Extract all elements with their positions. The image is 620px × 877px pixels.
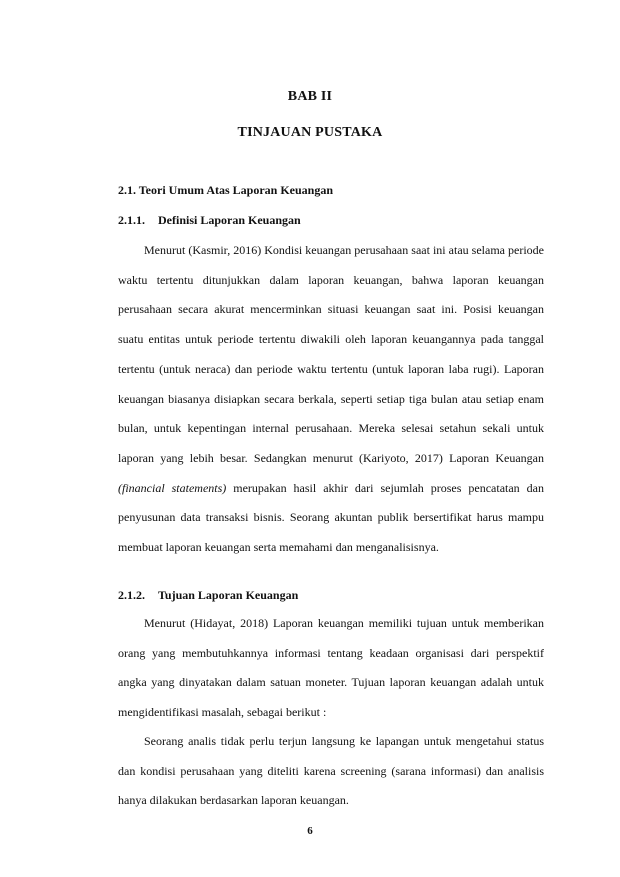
chapter-label: BAB II [287, 89, 333, 104]
section-title: Definisi Laporan Keuangan [158, 213, 301, 227]
paragraph-tujuan: Menurut (Hidayat, 2018) Laporan keuangan memiliki tujuan untuk memberikan orang yang membutuhkannya informasi tentang keadaan organisasi dari perspektif angka yang dinyatakan dalam satuan moneter. Tujuan laporan keuangan adalah untuk mengidentifikasi masalah, sebagai berikut : [118, 616, 544, 720]
section-heading-2-1-2 [118, 588, 298, 603]
italic-term: (financial statements) [118, 480, 227, 495]
section-heading-2-1-1 [118, 213, 301, 228]
chapter-title: TINJAUAN PUSTAKA [237, 125, 383, 140]
paragraph-text: Menurut (Kasmir, 2016) Kondisi keuangan perusahaan saat ini atau selama periode waktu tertentu ditunjukkan dalam laporan keuangan, bahwa laporan keuangan perusahaan secara akurat mencerminkan situasi keuangan saat ini. Posisi keuangan suatu entitas untuk periode tertentu diwakili oleh laporan keuangannya pada tanggal tertentu (untuk neraca) dan periode waktu tertentu (untuk laporan laba rugi). Laporan keuangan biasanya disiapkan secara berkala, seperti setiap tiga bulan atau setiap enam bulan, untuk kepentingan internal perusahaan. Mereka selesai setahun sekali untuk laporan yang lebih besar. Sedangkan menurut (Kariyoto, 2017) Laporan Keuangan [118, 243, 544, 465]
section-number: 2.1.2. [118, 588, 145, 602]
page-number: 6 [307, 825, 313, 837]
section-title: Tujuan Laporan Keuangan [158, 588, 299, 602]
section-heading-2-1: 2.1. Teori Umum Atas Laporan Keuangan [118, 183, 334, 197]
section-number: 2.1.1. [118, 213, 145, 227]
paragraph-analis: Seorang analis tidak perlu terjun langsung ke lapangan untuk mengetahui status dan kondisi perusahaan yang diteliti karena screening (sarana informasi) dan analisis hanya dilakukan berdasarkan laporan keuangan. [118, 734, 544, 808]
paragraph-text: merupakan hasil akhir dari sejumlah proses pencatatan dan penyusunan data transaksi bisnis. Seorang akuntan publik bersertifikat harus mampu membuat laporan keuangan serta memahami dan menganalisisnya. [118, 480, 544, 555]
paragraph-definisi [118, 236, 544, 563]
